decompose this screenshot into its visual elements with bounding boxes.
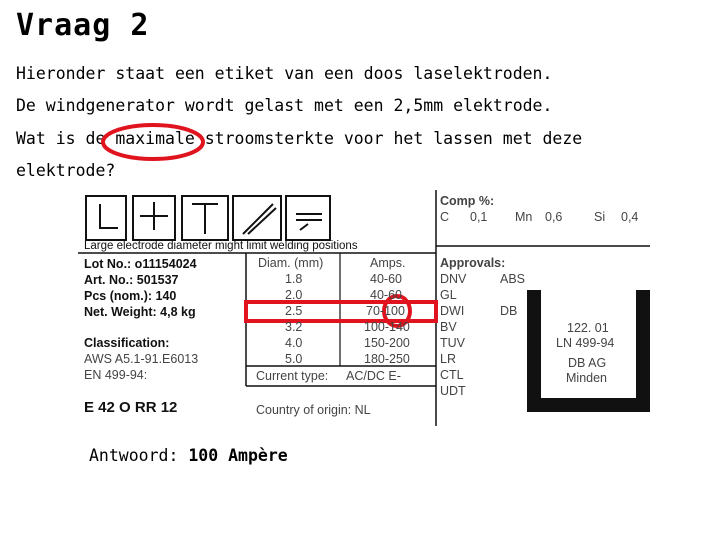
- current-type-label: Current type:: [256, 369, 329, 383]
- db-standard: LN 499-94: [556, 336, 615, 350]
- approval-2: GL: [440, 288, 457, 302]
- maximale-circle: [103, 125, 203, 159]
- approvals-title: Approvals:: [440, 256, 506, 270]
- slide-title: Vraag 2: [16, 8, 150, 43]
- comp-mn-el: Mn: [515, 210, 533, 224]
- answer: [89, 446, 288, 465]
- answer-value: 100 Ampère: [188, 446, 288, 465]
- comp-si-val: 0,4: [621, 210, 639, 224]
- comp-c-val: 0,1: [470, 210, 488, 224]
- amps-row-3: 70-100: [366, 304, 405, 318]
- label-lot: Lot No.: o11154024: [84, 257, 197, 271]
- question-line-1: Hieronder staat een etiket van een doos laselektroden.: [16, 64, 553, 83]
- approval-db: DB: [500, 304, 518, 318]
- approval-6: LR: [440, 352, 456, 366]
- approval-5: TUV: [440, 336, 465, 350]
- approval-8: UDT: [440, 384, 466, 398]
- approval-abs: ABS: [500, 272, 526, 286]
- country-of-origin: Country of origin: NL: [256, 403, 371, 417]
- amps-row-5: 150-200: [364, 336, 410, 350]
- approval-7: CTL: [440, 368, 464, 382]
- db-number: 122. 01: [567, 321, 609, 335]
- approval-4: BV: [440, 320, 457, 334]
- label-weight: Net. Weight: 4,8 kg: [84, 305, 196, 319]
- diam-row-6: 5.0: [285, 352, 303, 366]
- label-designation: E 42 O RR 12: [84, 399, 178, 416]
- amps-row-2: 40-60: [370, 288, 402, 302]
- label-class-aws: AWS A5.1-91.E6013: [84, 352, 199, 366]
- label-classification-title: Classification:: [84, 336, 170, 350]
- answer-label: Antwoord:: [89, 446, 179, 465]
- diam-row-4: 3.2: [285, 320, 303, 334]
- question-line-4: elektrode?: [16, 161, 116, 178]
- comp-mn-val: 0,6: [545, 210, 563, 224]
- label-warning: Large electrode diameter might limit welding positions: [84, 240, 358, 252]
- label-class-en: EN 499-94:: [84, 368, 148, 382]
- comp-title: Comp %:: [440, 194, 495, 208]
- col-amps: Amps.: [370, 256, 406, 270]
- question-line-3: Wat is de maximale stroomsterkte voor het lassen met deze: [16, 129, 583, 148]
- label-pcs: Pcs (nom.): 140: [84, 289, 177, 303]
- col-diam: Diam. (mm): [258, 256, 324, 270]
- db-city: Minden: [566, 371, 607, 385]
- electrode-label: [78, 190, 650, 426]
- diam-row-2: 2.0: [285, 288, 303, 302]
- amps-row-1: 40-60: [370, 272, 402, 286]
- db-company: DB AG: [568, 356, 607, 370]
- diam-row-1: 1.8: [285, 272, 303, 286]
- diam-row-5: 4.0: [285, 336, 303, 350]
- comp-c-el: C: [440, 210, 450, 224]
- approval-1: DNV: [440, 272, 467, 286]
- comp-si-el: Si: [594, 210, 606, 224]
- current-type-value: AC/DC E-: [346, 369, 401, 383]
- diam-row-3: 2.5: [285, 304, 303, 318]
- amps-row-4: 100-140: [364, 320, 410, 334]
- question-line-2: De windgenerator wordt gelast met een 2,5mm elektrode.: [16, 96, 553, 115]
- amps-row-6: 180-250: [364, 352, 410, 366]
- approval-3: DWI: [440, 304, 465, 318]
- label-art: Art. No.: 501537: [84, 273, 179, 287]
